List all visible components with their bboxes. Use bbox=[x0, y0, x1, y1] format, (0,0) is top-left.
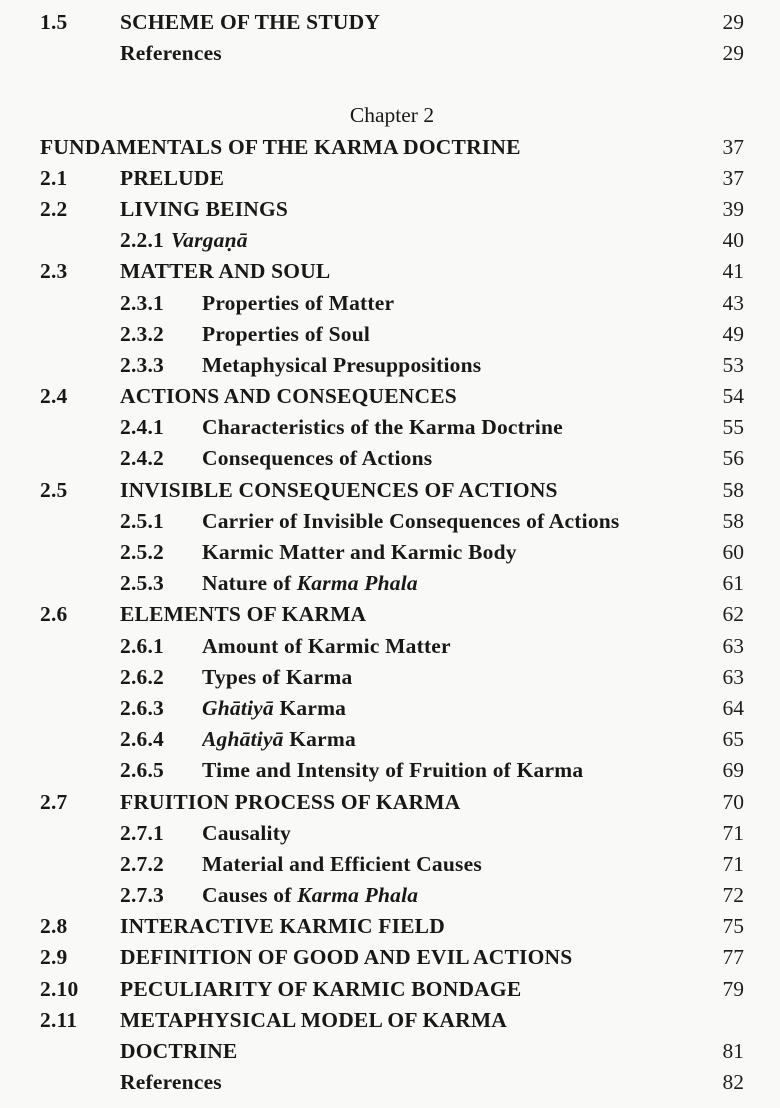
toc-page-number: 63 bbox=[722, 633, 744, 658]
toc-number: 2.6.4 bbox=[120, 727, 164, 752]
toc-number: 2.7 bbox=[40, 789, 68, 814]
toc-number: 2.3.3 bbox=[120, 352, 164, 377]
toc-entry-row bbox=[40, 724, 744, 755]
toc-entry-row bbox=[40, 256, 744, 287]
toc-number: 2.6.1 bbox=[120, 633, 164, 658]
toc-entry-row bbox=[40, 1067, 744, 1098]
toc-entry-row bbox=[40, 319, 744, 350]
toc-page-number: 71 bbox=[722, 820, 744, 845]
toc-number: 1.5 bbox=[40, 10, 68, 34]
toc-page-number: 63 bbox=[722, 664, 744, 689]
toc-number: 2.7.1 bbox=[120, 820, 164, 845]
toc-page-number: 37 bbox=[722, 165, 744, 190]
toc-number: 2.5.1 bbox=[120, 508, 164, 533]
toc-title: ELEMENTS OF KARMA bbox=[120, 602, 367, 627]
toc-title: References bbox=[120, 41, 222, 66]
toc-title: Ghātiyā Karma bbox=[202, 695, 347, 720]
toc-entry-row bbox=[40, 787, 744, 818]
toc-entry-row bbox=[40, 631, 744, 662]
toc-title: FRUITION PROCESS OF KARMA bbox=[120, 789, 461, 814]
toc-title: METAPHYSICAL MODEL OF KARMA bbox=[120, 1007, 508, 1032]
chapter-title: FUNDAMENTALS OF THE KARMA DOCTRINE bbox=[40, 134, 521, 159]
toc-title: INTERACTIVE KARMIC FIELD bbox=[120, 914, 445, 939]
toc-entry-row bbox=[40, 163, 744, 194]
toc-title: Types of Karma bbox=[202, 664, 353, 689]
toc-page-number: 37 bbox=[722, 134, 744, 159]
toc-number: 2.6.5 bbox=[120, 758, 164, 783]
toc-entry-row bbox=[40, 443, 744, 474]
toc-page-number: 64 bbox=[722, 695, 744, 720]
toc-title: Carrier of Invisible Consequences of Actions bbox=[202, 508, 620, 533]
toc-entry-row bbox=[40, 942, 744, 973]
toc-entry-row bbox=[40, 288, 744, 319]
toc-entry-row bbox=[40, 911, 744, 942]
toc-title: Material and Efficient Causes bbox=[202, 851, 482, 876]
toc-title: Properties of Soul bbox=[202, 321, 371, 346]
toc-title: Causality bbox=[202, 820, 292, 845]
toc-number: 2.11 bbox=[40, 1007, 78, 1032]
toc-page-number: 40 bbox=[722, 228, 744, 253]
toc-entry-row bbox=[40, 568, 744, 599]
toc-title: Properties of Matter bbox=[202, 290, 395, 315]
toc-entry-row bbox=[40, 412, 744, 443]
toc-number: 2.6.3 bbox=[120, 695, 164, 720]
toc-entry-row bbox=[40, 194, 744, 225]
toc-page-number: 81 bbox=[722, 1039, 744, 1063]
toc-number: 2.7.3 bbox=[120, 883, 164, 908]
toc-page-number: 41 bbox=[722, 259, 744, 284]
toc-page-number: 69 bbox=[722, 758, 744, 783]
toc-title: Vargaṇā bbox=[171, 228, 248, 253]
toc-entry-row bbox=[40, 880, 744, 911]
toc-number: 2.2 bbox=[40, 196, 68, 221]
toc-number: 2.6 bbox=[40, 602, 68, 627]
toc-entry-row bbox=[40, 818, 744, 849]
toc-page-number: 61 bbox=[722, 571, 744, 596]
toc-entry-row bbox=[40, 537, 744, 568]
toc-number: 2.5.3 bbox=[120, 571, 164, 596]
toc-title: Causes of Karma Phala bbox=[202, 883, 419, 908]
toc-entry-row bbox=[40, 693, 744, 724]
toc-number: 2.3.2 bbox=[120, 321, 164, 346]
toc-number: 2.7.2 bbox=[120, 851, 164, 876]
toc-page-number: 62 bbox=[722, 602, 744, 627]
toc-entry-row bbox=[40, 7, 744, 38]
toc-page-number: 71 bbox=[722, 851, 744, 876]
toc-entry-row bbox=[40, 662, 744, 693]
toc-entry-row bbox=[40, 506, 744, 537]
toc-number: 2.4 bbox=[40, 384, 68, 409]
toc-title: PRELUDE bbox=[120, 165, 225, 190]
toc-title: MATTER AND SOUL bbox=[120, 259, 331, 284]
toc-title: PECULIARITY OF KARMIC BONDAGE bbox=[120, 976, 522, 1001]
toc-number: 2.6.2 bbox=[120, 664, 164, 689]
toc-page-number: 56 bbox=[722, 446, 744, 471]
toc-page-number: 75 bbox=[722, 914, 744, 939]
toc-entry-row bbox=[40, 350, 744, 381]
toc-entry-row bbox=[40, 1005, 744, 1036]
toc-title: INVISIBLE CONSEQUENCES OF ACTIONS bbox=[120, 477, 558, 502]
toc-page-number: 65 bbox=[722, 727, 744, 752]
toc-title: Time and Intensity of Fruition of Karma bbox=[202, 758, 584, 783]
chapter-heading: Chapter 2 bbox=[349, 103, 435, 128]
toc-number: 2.10 bbox=[40, 976, 79, 1001]
toc-title: References bbox=[120, 1070, 222, 1095]
toc-page-number: 53 bbox=[722, 352, 744, 377]
toc-number: 2.5.2 bbox=[120, 540, 164, 564]
toc-entry-row bbox=[40, 849, 744, 880]
toc-title: LIVING BEINGS bbox=[120, 196, 289, 221]
toc-number: 2.2.1 bbox=[120, 228, 164, 253]
toc-page-number: 55 bbox=[722, 415, 744, 440]
toc-number: 2.4.2 bbox=[120, 446, 164, 471]
toc-title: Metaphysical Presuppositions bbox=[202, 352, 482, 377]
toc-page-number: 43 bbox=[722, 290, 744, 315]
toc-page-number: 72 bbox=[722, 883, 744, 908]
toc-title: Karmic Matter and Karmic Body bbox=[202, 540, 517, 564]
chapter-title-row bbox=[40, 132, 744, 163]
toc-title: Nature of Karma Phala bbox=[202, 571, 418, 596]
toc-page-number: 70 bbox=[722, 789, 744, 814]
toc-title: ACTIONS AND CONSEQUENCES bbox=[120, 384, 457, 409]
toc-title: SCHEME OF THE STUDY bbox=[120, 10, 381, 34]
toc-title: DOCTRINE bbox=[120, 1039, 238, 1063]
toc-title: Aghātiyā Karma bbox=[202, 727, 356, 752]
toc-number: 2.3 bbox=[40, 259, 68, 284]
toc-entry-row bbox=[40, 225, 744, 256]
toc-entry-row bbox=[40, 381, 744, 412]
toc-page-number: 29 bbox=[722, 41, 744, 66]
toc-number: 2.3.1 bbox=[120, 290, 164, 315]
toc-title: Consequences of Actions bbox=[202, 446, 433, 471]
toc-page-number: 58 bbox=[722, 508, 744, 533]
toc-page-number: 58 bbox=[722, 477, 744, 502]
section-gap bbox=[40, 69, 744, 100]
toc-title: Characteristics of the Karma Doctrine bbox=[202, 415, 563, 440]
toc-page-number: 54 bbox=[722, 384, 744, 409]
toc-page-number: 29 bbox=[722, 10, 744, 34]
toc-page-number: 39 bbox=[722, 196, 744, 221]
toc-title: Amount of Karmic Matter bbox=[202, 633, 451, 658]
toc-entry-row bbox=[40, 974, 744, 1005]
toc-title: DEFINITION OF GOOD AND EVIL ACTIONS bbox=[120, 945, 573, 970]
toc-page-number: 82 bbox=[722, 1070, 744, 1095]
toc-page-number: 49 bbox=[722, 321, 744, 346]
toc-entry-row bbox=[40, 1036, 744, 1067]
toc-page-number: 79 bbox=[722, 976, 744, 1001]
toc-page-number: 77 bbox=[722, 945, 744, 970]
toc-number: 2.4.1 bbox=[120, 415, 164, 440]
toc-number: 2.5 bbox=[40, 477, 68, 502]
toc-entry-row bbox=[40, 599, 744, 630]
toc-page-number: 60 bbox=[722, 540, 744, 564]
toc-entry-row bbox=[40, 38, 744, 69]
toc-entry-row bbox=[40, 755, 744, 786]
toc-number: 2.8 bbox=[40, 914, 68, 939]
toc-entry-row bbox=[40, 475, 744, 506]
toc-number: 2.9 bbox=[40, 945, 68, 970]
toc-number: 2.1 bbox=[40, 165, 68, 190]
